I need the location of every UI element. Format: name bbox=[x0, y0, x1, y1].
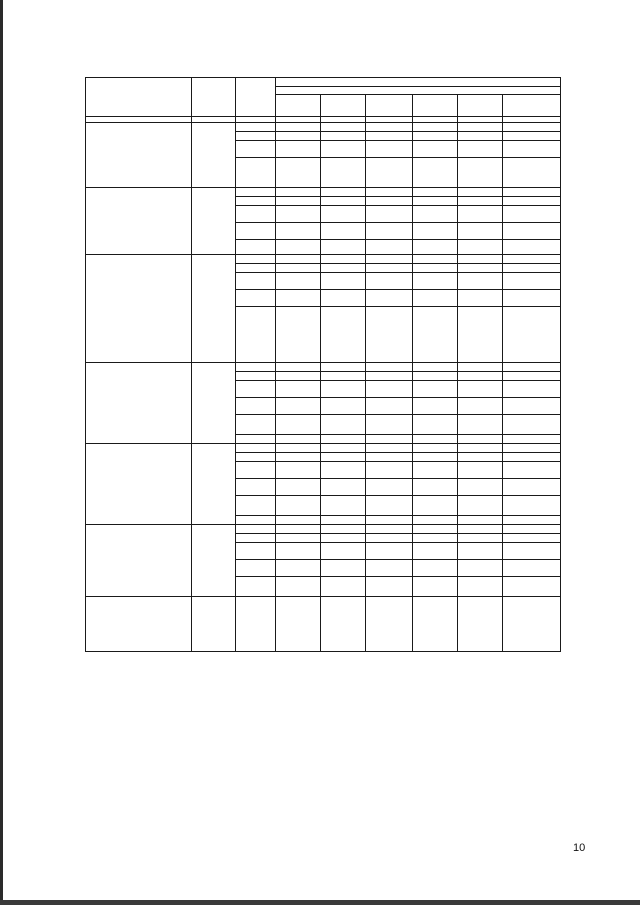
header-funding-source bbox=[236, 78, 276, 117]
total-value-cell bbox=[503, 141, 561, 158]
year-value-cell bbox=[366, 123, 413, 132]
total-value-cell bbox=[503, 381, 561, 398]
total-value-cell bbox=[503, 197, 561, 206]
total-value-cell bbox=[503, 223, 561, 240]
funding-source-cell bbox=[236, 534, 276, 543]
header-responsible-executor bbox=[192, 78, 236, 117]
funding-source-cell bbox=[236, 381, 276, 398]
total-value-cell bbox=[503, 453, 561, 462]
year-value-cell bbox=[276, 435, 321, 444]
year-value-cell bbox=[458, 534, 503, 543]
year-value-cell bbox=[413, 307, 458, 363]
executor-cell bbox=[192, 597, 236, 652]
year-value-cell bbox=[413, 273, 458, 290]
year-value-cell bbox=[276, 415, 321, 435]
year-value-cell bbox=[413, 560, 458, 577]
funding-source-cell bbox=[236, 123, 276, 132]
year-value-cell bbox=[276, 534, 321, 543]
year-value-cell bbox=[321, 525, 366, 534]
year-value-cell bbox=[413, 381, 458, 398]
year-value-cell bbox=[276, 577, 321, 597]
year-value-cell bbox=[413, 141, 458, 158]
total-value-cell bbox=[503, 188, 561, 197]
year-value-cell bbox=[458, 560, 503, 577]
year-value-cell bbox=[321, 560, 366, 577]
year-value-cell bbox=[458, 525, 503, 534]
year-value-cell bbox=[321, 240, 366, 255]
year-value-cell bbox=[321, 415, 366, 435]
year-value-cell bbox=[366, 479, 413, 496]
year-value-cell bbox=[276, 273, 321, 290]
total-value-cell bbox=[503, 273, 561, 290]
year-value-cell bbox=[413, 158, 458, 188]
year-value-cell bbox=[321, 398, 366, 415]
year-value-cell bbox=[276, 240, 321, 255]
year-value-cell bbox=[413, 516, 458, 525]
year-value-cell bbox=[366, 363, 413, 372]
year-value-cell bbox=[413, 435, 458, 444]
year-value-cell bbox=[458, 255, 503, 264]
total-value-cell bbox=[503, 516, 561, 525]
year-value-cell bbox=[321, 273, 366, 290]
total-value-cell bbox=[503, 290, 561, 307]
year-value-cell bbox=[366, 223, 413, 240]
year-value-cell bbox=[366, 560, 413, 577]
year-value-cell bbox=[458, 264, 503, 273]
funding-source-cell bbox=[236, 273, 276, 290]
year-value-cell bbox=[321, 444, 366, 453]
executor-cell bbox=[192, 188, 236, 255]
year-value-cell bbox=[458, 307, 503, 363]
year-value-cell bbox=[276, 123, 321, 132]
year-value-cell bbox=[413, 398, 458, 415]
year-value-cell bbox=[413, 372, 458, 381]
year-value-cell bbox=[276, 223, 321, 240]
year-value-cell bbox=[366, 206, 413, 223]
year-value-cell bbox=[366, 141, 413, 158]
year-value-cell bbox=[413, 462, 458, 479]
year-value-cell bbox=[366, 444, 413, 453]
header-year-2016 bbox=[366, 95, 413, 117]
year-value-cell bbox=[276, 188, 321, 197]
executor-cell bbox=[192, 525, 236, 597]
funding-source-cell bbox=[236, 158, 276, 188]
funding-source-cell bbox=[236, 479, 276, 496]
year-value-cell bbox=[413, 525, 458, 534]
program-name-cell bbox=[86, 597, 192, 652]
year-value-cell bbox=[321, 543, 366, 560]
year-value-cell bbox=[458, 290, 503, 307]
executor-cell bbox=[192, 444, 236, 525]
year-value-cell bbox=[458, 577, 503, 597]
year-value-cell bbox=[276, 496, 321, 516]
table-row bbox=[86, 597, 561, 652]
program-name-cell bbox=[86, 525, 192, 597]
funding-source-cell bbox=[236, 577, 276, 597]
year-value-cell bbox=[276, 381, 321, 398]
year-value-cell bbox=[321, 158, 366, 188]
year-value-cell bbox=[321, 290, 366, 307]
year-value-cell bbox=[366, 240, 413, 255]
year-value-cell bbox=[321, 516, 366, 525]
year-value-cell bbox=[321, 255, 366, 264]
total-value-cell bbox=[503, 525, 561, 534]
funding-source-cell bbox=[236, 453, 276, 462]
table-row bbox=[86, 255, 561, 264]
year-value-cell bbox=[276, 132, 321, 141]
year-value-cell bbox=[366, 132, 413, 141]
total-value-cell bbox=[503, 479, 561, 496]
year-value-cell bbox=[366, 597, 413, 652]
total-value-cell bbox=[503, 577, 561, 597]
total-value-cell bbox=[503, 496, 561, 516]
year-value-cell bbox=[321, 264, 366, 273]
funding-source-cell bbox=[236, 496, 276, 516]
year-value-cell bbox=[321, 462, 366, 479]
year-value-cell bbox=[366, 415, 413, 435]
year-value-cell bbox=[458, 273, 503, 290]
year-value-cell bbox=[366, 273, 413, 290]
total-value-cell bbox=[503, 123, 561, 132]
year-value-cell bbox=[413, 223, 458, 240]
year-value-cell bbox=[366, 188, 413, 197]
year-value-cell bbox=[458, 123, 503, 132]
year-value-cell bbox=[413, 577, 458, 597]
funding-source-cell bbox=[236, 264, 276, 273]
total-value-cell bbox=[503, 543, 561, 560]
funding-source-cell bbox=[236, 462, 276, 479]
year-value-cell bbox=[321, 141, 366, 158]
year-value-cell bbox=[458, 372, 503, 381]
funding-source-cell bbox=[236, 415, 276, 435]
year-value-cell bbox=[458, 479, 503, 496]
year-value-cell bbox=[276, 363, 321, 372]
year-value-cell bbox=[276, 290, 321, 307]
year-value-cell bbox=[276, 255, 321, 264]
funding-source-cell bbox=[236, 444, 276, 453]
header-units bbox=[276, 87, 561, 95]
program-name-cell bbox=[86, 444, 192, 525]
year-value-cell bbox=[413, 444, 458, 453]
total-value-cell bbox=[503, 255, 561, 264]
table-row bbox=[86, 188, 561, 197]
year-value-cell bbox=[321, 363, 366, 372]
year-value-cell bbox=[413, 453, 458, 462]
funding-source-cell bbox=[236, 516, 276, 525]
year-value-cell bbox=[366, 158, 413, 188]
header-year-2015 bbox=[321, 95, 366, 117]
year-value-cell bbox=[366, 534, 413, 543]
year-value-cell bbox=[458, 453, 503, 462]
year-value-cell bbox=[321, 372, 366, 381]
year-value-cell bbox=[366, 543, 413, 560]
year-value-cell bbox=[321, 496, 366, 516]
total-value-cell bbox=[503, 206, 561, 223]
total-value-cell bbox=[503, 372, 561, 381]
total-value-cell bbox=[503, 435, 561, 444]
year-value-cell bbox=[276, 444, 321, 453]
year-value-cell bbox=[458, 240, 503, 255]
year-value-cell bbox=[276, 307, 321, 363]
total-value-cell bbox=[503, 415, 561, 435]
funding-source-cell bbox=[236, 206, 276, 223]
year-value-cell bbox=[458, 188, 503, 197]
year-value-cell bbox=[458, 141, 503, 158]
total-value-cell bbox=[503, 597, 561, 652]
total-value-cell bbox=[503, 158, 561, 188]
year-value-cell bbox=[321, 197, 366, 206]
year-value-cell bbox=[458, 444, 503, 453]
year-value-cell bbox=[366, 381, 413, 398]
total-value-cell bbox=[503, 264, 561, 273]
total-value-cell bbox=[503, 560, 561, 577]
year-value-cell bbox=[413, 534, 458, 543]
year-value-cell bbox=[413, 206, 458, 223]
year-value-cell bbox=[458, 206, 503, 223]
funding-source-cell bbox=[236, 435, 276, 444]
header-estimate bbox=[276, 78, 561, 87]
year-value-cell bbox=[413, 479, 458, 496]
year-value-cell bbox=[276, 206, 321, 223]
funding-source-cell bbox=[236, 525, 276, 534]
year-value-cell bbox=[321, 307, 366, 363]
funding-source-cell bbox=[236, 543, 276, 560]
year-value-cell bbox=[276, 560, 321, 577]
header-year-2017 bbox=[413, 95, 458, 117]
year-value-cell bbox=[366, 462, 413, 479]
funding-source-cell bbox=[236, 255, 276, 264]
year-value-cell bbox=[276, 516, 321, 525]
total-value-cell bbox=[503, 307, 561, 363]
year-value-cell bbox=[276, 597, 321, 652]
year-value-cell bbox=[321, 453, 366, 462]
year-value-cell bbox=[366, 307, 413, 363]
year-value-cell bbox=[458, 415, 503, 435]
funding-source-cell bbox=[236, 597, 276, 652]
total-value-cell bbox=[503, 534, 561, 543]
year-value-cell bbox=[413, 255, 458, 264]
year-value-cell bbox=[366, 453, 413, 462]
year-value-cell bbox=[321, 577, 366, 597]
year-value-cell bbox=[413, 132, 458, 141]
program-name-cell bbox=[86, 188, 192, 255]
year-value-cell bbox=[458, 158, 503, 188]
year-value-cell bbox=[458, 597, 503, 652]
total-value-cell bbox=[503, 444, 561, 453]
total-value-cell bbox=[503, 132, 561, 141]
year-value-cell bbox=[366, 290, 413, 307]
year-value-cell bbox=[413, 290, 458, 307]
scan-edge-left bbox=[0, 0, 3, 905]
funding-source-cell bbox=[236, 188, 276, 197]
year-value-cell bbox=[366, 255, 413, 264]
year-value-cell bbox=[413, 264, 458, 273]
year-value-cell bbox=[321, 132, 366, 141]
expenditure-table bbox=[85, 77, 561, 652]
table-row bbox=[86, 525, 561, 534]
year-value-cell bbox=[321, 534, 366, 543]
funding-source-cell bbox=[236, 132, 276, 141]
funding-source-cell bbox=[236, 307, 276, 363]
funding-source-cell bbox=[236, 398, 276, 415]
year-value-cell bbox=[321, 479, 366, 496]
year-value-cell bbox=[276, 197, 321, 206]
year-value-cell bbox=[458, 462, 503, 479]
year-value-cell bbox=[458, 223, 503, 240]
year-value-cell bbox=[366, 577, 413, 597]
funding-source-cell bbox=[236, 290, 276, 307]
year-value-cell bbox=[321, 597, 366, 652]
year-value-cell bbox=[276, 141, 321, 158]
year-value-cell bbox=[458, 543, 503, 560]
year-value-cell bbox=[458, 496, 503, 516]
year-value-cell bbox=[413, 197, 458, 206]
header-year-2014 bbox=[276, 95, 321, 117]
year-value-cell bbox=[366, 496, 413, 516]
year-value-cell bbox=[458, 197, 503, 206]
year-value-cell bbox=[413, 363, 458, 372]
total-value-cell bbox=[503, 363, 561, 372]
year-value-cell bbox=[458, 435, 503, 444]
year-value-cell bbox=[458, 132, 503, 141]
year-value-cell bbox=[321, 123, 366, 132]
year-value-cell bbox=[458, 381, 503, 398]
year-value-cell bbox=[366, 197, 413, 206]
funding-source-cell bbox=[236, 240, 276, 255]
executor-cell bbox=[192, 255, 236, 363]
year-value-cell bbox=[413, 123, 458, 132]
year-value-cell bbox=[276, 462, 321, 479]
funding-source-cell bbox=[236, 560, 276, 577]
funding-source-cell bbox=[236, 363, 276, 372]
total-value-cell bbox=[503, 398, 561, 415]
year-value-cell bbox=[413, 597, 458, 652]
year-value-cell bbox=[276, 372, 321, 381]
year-value-cell bbox=[321, 188, 366, 197]
year-value-cell bbox=[276, 525, 321, 534]
year-value-cell bbox=[321, 206, 366, 223]
funding-source-cell bbox=[236, 223, 276, 240]
year-value-cell bbox=[276, 453, 321, 462]
program-name-cell bbox=[86, 123, 192, 188]
table-row bbox=[86, 444, 561, 453]
year-value-cell bbox=[366, 525, 413, 534]
year-value-cell bbox=[276, 543, 321, 560]
document-page bbox=[85, 77, 561, 652]
year-value-cell bbox=[276, 398, 321, 415]
header-total bbox=[503, 95, 561, 117]
year-value-cell bbox=[458, 516, 503, 525]
year-value-cell bbox=[413, 240, 458, 255]
page-number: 10 bbox=[573, 842, 586, 854]
year-value-cell bbox=[276, 479, 321, 496]
program-name-cell bbox=[86, 255, 192, 363]
year-value-cell bbox=[276, 158, 321, 188]
table-row bbox=[86, 123, 561, 132]
year-value-cell bbox=[366, 398, 413, 415]
funding-source-cell bbox=[236, 372, 276, 381]
year-value-cell bbox=[413, 543, 458, 560]
year-value-cell bbox=[366, 516, 413, 525]
year-value-cell bbox=[321, 223, 366, 240]
year-value-cell bbox=[413, 415, 458, 435]
total-value-cell bbox=[503, 240, 561, 255]
year-value-cell bbox=[413, 188, 458, 197]
header-program-name bbox=[86, 78, 192, 117]
funding-source-cell bbox=[236, 197, 276, 206]
executor-cell bbox=[192, 123, 236, 188]
funding-source-cell bbox=[236, 141, 276, 158]
scan-edge-bottom bbox=[0, 900, 640, 905]
table-row bbox=[86, 363, 561, 372]
executor-cell bbox=[192, 363, 236, 444]
year-value-cell bbox=[321, 381, 366, 398]
year-value-cell bbox=[458, 398, 503, 415]
total-value-cell bbox=[503, 462, 561, 479]
year-value-cell bbox=[321, 435, 366, 444]
year-value-cell bbox=[276, 264, 321, 273]
header-year-2018 bbox=[458, 95, 503, 117]
program-name-cell bbox=[86, 363, 192, 444]
year-value-cell bbox=[366, 435, 413, 444]
year-value-cell bbox=[366, 372, 413, 381]
year-value-cell bbox=[366, 264, 413, 273]
year-value-cell bbox=[413, 496, 458, 516]
year-value-cell bbox=[458, 363, 503, 372]
